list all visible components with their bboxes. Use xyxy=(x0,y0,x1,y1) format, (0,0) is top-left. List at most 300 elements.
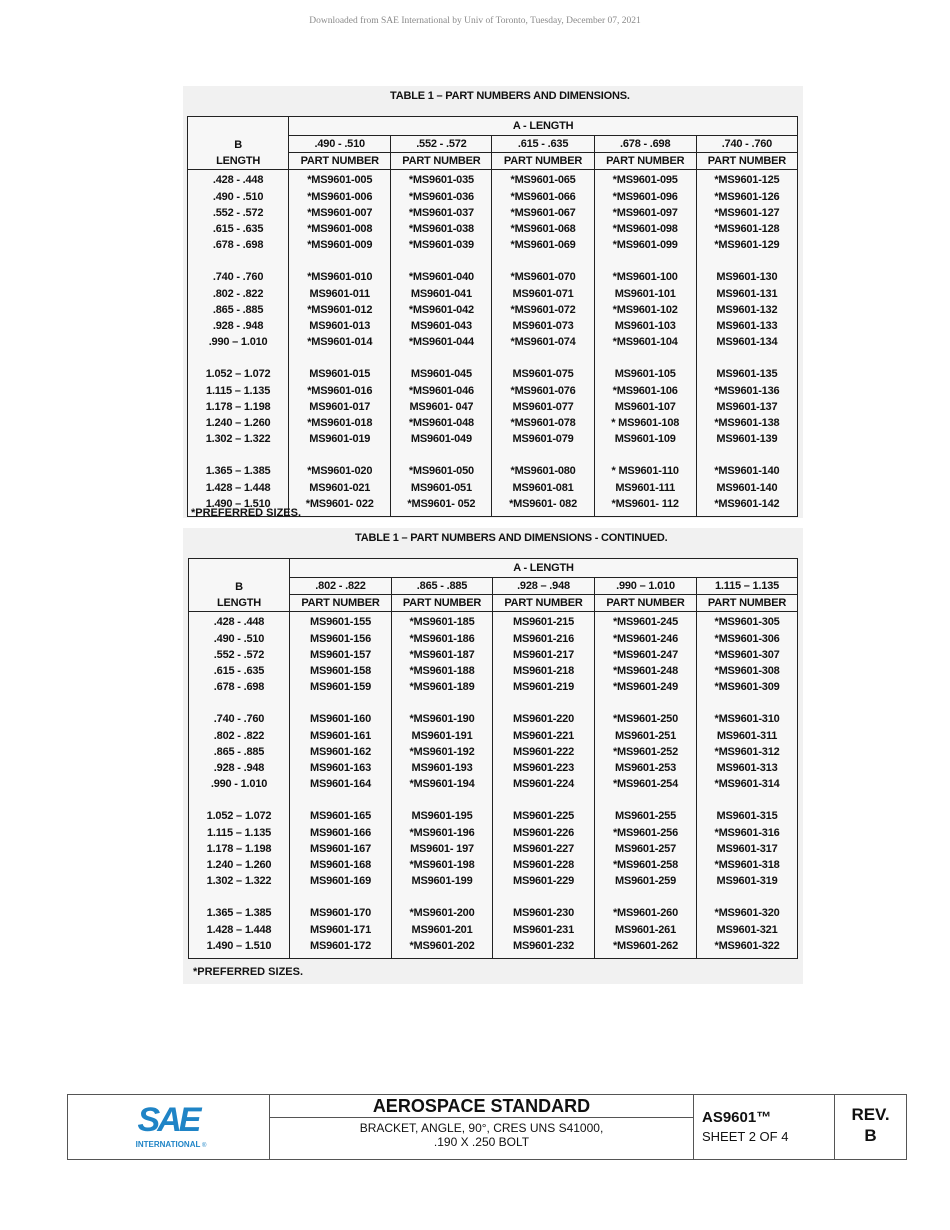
part-number-cell: *MS9601-192 xyxy=(392,744,493,760)
b-length-cell: .990 – 1.010 xyxy=(188,334,289,350)
table-row xyxy=(189,728,798,744)
part-number-cell: MS9601-315 xyxy=(697,808,798,824)
b-label: B xyxy=(188,117,289,153)
column-header-row xyxy=(188,153,798,170)
part-number-cell: *MS9601- 052 xyxy=(391,496,492,517)
b-length-cell: 1.052 – 1.072 xyxy=(188,366,289,382)
part-number-cell: MS9601-077 xyxy=(492,399,594,415)
spacer-cell xyxy=(595,889,697,905)
part-number-cell: MS9601-253 xyxy=(595,760,697,776)
part-number-cell: MS9601-017 xyxy=(289,399,391,415)
part-number-cell: MS9601-130 xyxy=(696,269,797,285)
spacer-cell xyxy=(289,447,391,463)
table-row xyxy=(188,286,798,302)
part-number-cell: *MS9601-316 xyxy=(697,825,798,841)
part-number-cell: *MS9601-249 xyxy=(595,679,697,695)
table-row xyxy=(188,170,798,189)
part-number-cell: *MS9601-006 xyxy=(289,189,391,205)
part-number-cell: MS9601-111 xyxy=(594,480,696,496)
table2 xyxy=(188,558,798,959)
a-range-header: .802 - .822 xyxy=(290,578,392,595)
group-spacer xyxy=(189,889,798,905)
table-row xyxy=(188,189,798,205)
b-length-cell: .740 - .760 xyxy=(189,711,290,727)
b-length-cell: 1.178 – 1.198 xyxy=(188,399,289,415)
part-number-cell: MS9601-311 xyxy=(697,728,798,744)
spacer-cell xyxy=(492,253,594,269)
part-number-cell: MS9601-199 xyxy=(392,873,493,889)
part-number-cell: *MS9601-310 xyxy=(697,711,798,727)
part-number-cell: MS9601-317 xyxy=(697,841,798,857)
table-row xyxy=(189,922,798,938)
part-number-cell: MS9601- 197 xyxy=(392,841,493,857)
part-number-cell: *MS9601-258 xyxy=(595,857,697,873)
part-number-cell: *MS9601-136 xyxy=(696,383,797,399)
part-number-cell: *MS9601-262 xyxy=(595,938,697,959)
part-number-cell: *MS9601-200 xyxy=(392,905,493,921)
part-number-cell: MS9601-081 xyxy=(492,480,594,496)
part-number-cell: *MS9601-014 xyxy=(289,334,391,350)
sae-logo-mark xyxy=(68,1095,269,1159)
part-number-cell: MS9601-043 xyxy=(391,318,492,334)
spacer-cell xyxy=(697,695,798,711)
part-number-cell: MS9601-051 xyxy=(391,480,492,496)
part-number-cell: *MS9601-038 xyxy=(391,221,492,237)
part-number-cell: MS9601-021 xyxy=(289,480,391,496)
b-length-cell: 1.490 – 1.510 xyxy=(189,938,290,959)
part-number-cell: *MS9601-050 xyxy=(391,463,492,479)
part-number-cell: MS9601-251 xyxy=(595,728,697,744)
part-number-cell: MS9601-218 xyxy=(493,663,595,679)
part-number-cell: *MS9601-065 xyxy=(492,170,594,189)
part-number-cell: MS9601-231 xyxy=(493,922,595,938)
a-range-header: .615 - .635 xyxy=(492,136,594,153)
spacer-cell xyxy=(697,889,798,905)
part-number-cell: *MS9601-245 xyxy=(595,612,697,631)
spacer-cell xyxy=(391,350,492,366)
part-number-cell: *MS9601-320 xyxy=(697,905,798,921)
standard-label: AEROSPACE STANDARD xyxy=(270,1095,693,1118)
part-number-cell: MS9601-161 xyxy=(290,728,392,744)
part-number-cell: *MS9601-076 xyxy=(492,383,594,399)
part-number-cell: MS9601-215 xyxy=(493,612,595,631)
part-number-cell: *MS9601-202 xyxy=(392,938,493,959)
part-number-cell: MS9601-013 xyxy=(289,318,391,334)
part-number-header: PART NUMBER xyxy=(696,153,797,170)
part-number-cell: MS9601-105 xyxy=(594,366,696,382)
part-number-header: PART NUMBER xyxy=(290,595,392,612)
table-row xyxy=(189,776,798,792)
length-label: LENGTH xyxy=(189,595,290,612)
spacer-cell xyxy=(391,447,492,463)
part-number-cell: *MS9601-305 xyxy=(697,612,798,631)
b-length-cell: 1.365 – 1.385 xyxy=(188,463,289,479)
part-number-cell: *MS9601-307 xyxy=(697,647,798,663)
part-number-cell: MS9601-137 xyxy=(696,399,797,415)
b-length-cell: 1.428 – 1.448 xyxy=(189,922,290,938)
b-length-cell: .678 - .698 xyxy=(188,237,289,253)
spacer-cell xyxy=(290,695,392,711)
table-row xyxy=(188,463,798,479)
part-number-cell: MS9601-134 xyxy=(696,334,797,350)
part-number-cell: MS9601-140 xyxy=(696,480,797,496)
part-number-cell: *MS9601-036 xyxy=(391,189,492,205)
part-number-cell: *MS9601-188 xyxy=(392,663,493,679)
part-number-cell: MS9601-228 xyxy=(493,857,595,873)
part-number-cell: *MS9601-018 xyxy=(289,415,391,431)
part-number-cell: MS9601-201 xyxy=(392,922,493,938)
part-number-cell: *MS9601-248 xyxy=(595,663,697,679)
a-range-header: .678 - .698 xyxy=(594,136,696,153)
part-number-cell: MS9601-071 xyxy=(492,286,594,302)
part-number-cell: *MS9601-097 xyxy=(594,205,696,221)
part-number-cell: MS9601-220 xyxy=(493,711,595,727)
table-row xyxy=(189,647,798,663)
part-number-cell: MS9601-261 xyxy=(595,922,697,938)
part-number-cell: *MS9601-318 xyxy=(697,857,798,873)
b-length-cell: .552 - .572 xyxy=(188,205,289,221)
a-range-header: .865 - .885 xyxy=(392,578,493,595)
table-row xyxy=(189,663,798,679)
spacer-cell xyxy=(696,447,797,463)
b-length-cell: .552 - .572 xyxy=(189,647,290,663)
part-number-header: PART NUMBER xyxy=(392,595,493,612)
spacer-cell xyxy=(697,792,798,808)
a-range-header: .490 - .510 xyxy=(289,136,391,153)
part-number-cell: MS9601-162 xyxy=(290,744,392,760)
part-number-cell: MS9601-223 xyxy=(493,760,595,776)
table-row xyxy=(188,383,798,399)
part-number-cell: MS9601-107 xyxy=(594,399,696,415)
group-spacer xyxy=(188,350,798,366)
revision-cell xyxy=(835,1095,906,1159)
part-number-cell: *MS9601-098 xyxy=(594,221,696,237)
table-row xyxy=(188,334,798,350)
part-number-header: PART NUMBER xyxy=(493,595,595,612)
part-number-cell: *MS9601-186 xyxy=(392,631,493,647)
table-row xyxy=(188,399,798,415)
part-number-cell: *MS9601-312 xyxy=(697,744,798,760)
part-number-cell: *MS9601-246 xyxy=(595,631,697,647)
part-number-cell: *MS9601-125 xyxy=(696,170,797,189)
part-number-header: PART NUMBER xyxy=(391,153,492,170)
part-number-cell: MS9601-216 xyxy=(493,631,595,647)
part-number-cell: *MS9601-142 xyxy=(696,496,797,517)
part-number-cell: MS9601-169 xyxy=(290,873,392,889)
part-number-cell: MS9601-163 xyxy=(290,760,392,776)
part-number-cell: MS9601-172 xyxy=(290,938,392,959)
part-number-cell: MS9601-321 xyxy=(697,922,798,938)
sheet-number: SHEET 2 OF 4 xyxy=(702,1129,789,1144)
part-number-cell: MS9601-313 xyxy=(697,760,798,776)
part-number-cell: *MS9601-009 xyxy=(289,237,391,253)
spacer-cell xyxy=(696,253,797,269)
document-description xyxy=(270,1121,693,1149)
part-number-cell: *MS9601-250 xyxy=(595,711,697,727)
revision-label: REV. xyxy=(851,1105,890,1124)
part-number-cell: *MS9601-072 xyxy=(492,302,594,318)
table-row xyxy=(189,938,798,959)
part-number-cell: *MS9601-309 xyxy=(697,679,798,695)
b-length-cell: 1.490 – 1.510 xyxy=(188,496,289,517)
part-number-cell: *MS9601-080 xyxy=(492,463,594,479)
spacer-cell xyxy=(493,792,595,808)
part-number-cell: MS9601-073 xyxy=(492,318,594,334)
part-number-cell: *MS9601-256 xyxy=(595,825,697,841)
revision-value: B xyxy=(864,1126,877,1145)
part-number-cell: *MS9601-104 xyxy=(594,334,696,350)
part-number-header: PART NUMBER xyxy=(594,153,696,170)
b-length-cell: .615 - .635 xyxy=(188,221,289,237)
part-number-cell: MS9601-257 xyxy=(595,841,697,857)
a-range-header: 1.115 – 1.135 xyxy=(697,578,798,595)
part-number-cell: MS9601-131 xyxy=(696,286,797,302)
spacer-cell xyxy=(290,889,392,905)
header-row xyxy=(189,559,798,578)
part-number-cell: *MS9601-308 xyxy=(697,663,798,679)
a-range-header: .740 - .760 xyxy=(696,136,797,153)
table-row xyxy=(189,679,798,695)
b-length-cell: .802 - .822 xyxy=(189,728,290,744)
part-number-cell: MS9601-160 xyxy=(290,711,392,727)
part-number-cell: MS9601-217 xyxy=(493,647,595,663)
part-number-cell: *MS9601-247 xyxy=(595,647,697,663)
part-number-cell: MS9601-155 xyxy=(290,612,392,631)
b-length-cell: 1.115 – 1.135 xyxy=(188,383,289,399)
part-number-cell: *MS9601-196 xyxy=(392,825,493,841)
part-number-cell: *MS9601-194 xyxy=(392,776,493,792)
part-number-cell: *MS9601-007 xyxy=(289,205,391,221)
table-row xyxy=(188,366,798,382)
part-number-cell: *MS9601-198 xyxy=(392,857,493,873)
part-number-cell: *MS9601-042 xyxy=(391,302,492,318)
part-number-cell: *MS9601-044 xyxy=(391,334,492,350)
part-number-cell: *MS9601-067 xyxy=(492,205,594,221)
b-length-cell: .865 - .885 xyxy=(189,744,290,760)
part-number-cell: *MS9601-102 xyxy=(594,302,696,318)
b-length-cell: 1.240 – 1.260 xyxy=(188,415,289,431)
part-number-cell: MS9601-191 xyxy=(392,728,493,744)
part-number-cell: *MS9601-046 xyxy=(391,383,492,399)
part-number-cell: MS9601-226 xyxy=(493,825,595,841)
part-number-cell: *MS9601-129 xyxy=(696,237,797,253)
part-number-cell: MS9601- 047 xyxy=(391,399,492,415)
part-number-cell: MS9601-219 xyxy=(493,679,595,695)
sae-logo-text: SAE xyxy=(137,1101,199,1139)
table-row xyxy=(189,631,798,647)
part-number-cell: MS9601-075 xyxy=(492,366,594,382)
b-length-cell: 1.365 – 1.385 xyxy=(189,905,290,921)
part-number-cell: MS9601-167 xyxy=(290,841,392,857)
a-length-label: A - LENGTH xyxy=(290,559,798,578)
part-number-cell: *MS9601-187 xyxy=(392,647,493,663)
b-length-cell: 1.178 – 1.198 xyxy=(189,841,290,857)
part-number-cell: *MS9601-078 xyxy=(492,415,594,431)
spacer-cell xyxy=(595,695,697,711)
b-length-cell: .490 - .510 xyxy=(188,189,289,205)
spacer-cell xyxy=(188,447,289,463)
part-number-cell: MS9601-319 xyxy=(697,873,798,889)
group-spacer xyxy=(188,447,798,463)
table-row xyxy=(189,905,798,921)
part-number-cell: MS9601-255 xyxy=(595,808,697,824)
spacer-cell xyxy=(289,350,391,366)
part-number-cell: *MS9601-068 xyxy=(492,221,594,237)
part-number-cell: *MS9601-069 xyxy=(492,237,594,253)
part-number-cell: * MS9601-108 xyxy=(594,415,696,431)
header-row xyxy=(188,117,798,136)
spacer-cell xyxy=(289,253,391,269)
document-number-cell xyxy=(694,1095,835,1159)
table-row xyxy=(188,480,798,496)
part-number-cell: *MS9601-035 xyxy=(391,170,492,189)
part-number-cell: *MS9601-140 xyxy=(696,463,797,479)
spacer-cell xyxy=(188,350,289,366)
spacer-cell xyxy=(290,792,392,808)
a-range-header: .552 - .572 xyxy=(391,136,492,153)
table-row xyxy=(189,808,798,824)
table-row xyxy=(189,825,798,841)
part-number-cell: MS9601-079 xyxy=(492,431,594,447)
part-number-cell: *MS9601-138 xyxy=(696,415,797,431)
b-length-cell: 1.302 – 1.322 xyxy=(188,431,289,447)
table1-note: *PREFERRED SIZES. xyxy=(191,507,302,519)
table-row xyxy=(188,237,798,253)
part-number-cell: MS9601-227 xyxy=(493,841,595,857)
b-length-cell: .615 - .635 xyxy=(189,663,290,679)
part-number-cell: MS9601-259 xyxy=(595,873,697,889)
part-number-cell: *MS9601-189 xyxy=(392,679,493,695)
spacer-cell xyxy=(189,695,290,711)
sae-logo xyxy=(68,1095,270,1159)
part-number-header: PART NUMBER xyxy=(289,153,391,170)
spacer-cell xyxy=(392,792,493,808)
b-label: B xyxy=(189,559,290,595)
part-number-cell: *MS9601-005 xyxy=(289,170,391,189)
part-number-cell: *MS9601-185 xyxy=(392,612,493,631)
part-number-cell: * MS9601-110 xyxy=(594,463,696,479)
part-number-cell: MS9601-133 xyxy=(696,318,797,334)
sae-logo-sub: INTERNATIONAL xyxy=(135,1140,201,1149)
b-length-cell: 1.302 – 1.322 xyxy=(189,873,290,889)
table-row xyxy=(188,431,798,447)
part-number-cell: *MS9601-039 xyxy=(391,237,492,253)
table-row xyxy=(189,612,798,631)
part-number-cell: MS9601-157 xyxy=(290,647,392,663)
part-number-cell: *MS9601-099 xyxy=(594,237,696,253)
table-row xyxy=(189,760,798,776)
part-number-cell: MS9601-015 xyxy=(289,366,391,382)
part-number-cell: MS9601-166 xyxy=(290,825,392,841)
part-number-cell: MS9601-103 xyxy=(594,318,696,334)
b-length-cell: 1.115 – 1.135 xyxy=(189,825,290,841)
part-number-cell: MS9601-041 xyxy=(391,286,492,302)
part-number-header: PART NUMBER xyxy=(492,153,594,170)
table-row xyxy=(188,221,798,237)
part-number-cell: *MS9601- 112 xyxy=(594,496,696,517)
table-row xyxy=(188,269,798,285)
a-range-header: .990 – 1.010 xyxy=(595,578,697,595)
part-number-cell: MS9601-230 xyxy=(493,905,595,921)
group-spacer xyxy=(189,695,798,711)
part-number-cell: MS9601-165 xyxy=(290,808,392,824)
b-length-cell: .802 - .822 xyxy=(188,286,289,302)
part-number-header: PART NUMBER xyxy=(595,595,697,612)
part-number-cell: *MS9601-048 xyxy=(391,415,492,431)
b-length-cell: .740 - .760 xyxy=(188,269,289,285)
part-number-cell: *MS9601-100 xyxy=(594,269,696,285)
spacer-cell xyxy=(594,447,696,463)
b-length-cell: .490 - .510 xyxy=(189,631,290,647)
part-number-cell: *MS9601-095 xyxy=(594,170,696,189)
spacer-cell xyxy=(189,889,290,905)
b-length-cell: .678 - .698 xyxy=(189,679,290,695)
part-number-cell: MS9601-101 xyxy=(594,286,696,302)
spacer-cell xyxy=(696,350,797,366)
part-number-cell: *MS9601-126 xyxy=(696,189,797,205)
part-number-cell: MS9601-109 xyxy=(594,431,696,447)
part-number-header: PART NUMBER xyxy=(697,595,798,612)
spacer-cell xyxy=(392,889,493,905)
part-number-cell: *MS9601-254 xyxy=(595,776,697,792)
part-number-cell: MS9601-171 xyxy=(290,922,392,938)
b-length-cell: .865 - .885 xyxy=(188,302,289,318)
part-number-cell: MS9601-224 xyxy=(493,776,595,792)
sae-logo-registered: ® xyxy=(202,1143,207,1149)
group-spacer xyxy=(188,253,798,269)
spacer-cell xyxy=(188,253,289,269)
part-number-cell: MS9601-225 xyxy=(493,808,595,824)
part-number-cell: MS9601-132 xyxy=(696,302,797,318)
part-number-cell: MS9601-045 xyxy=(391,366,492,382)
part-number-cell: MS9601-193 xyxy=(392,760,493,776)
a-length-label: A - LENGTH xyxy=(289,117,798,136)
table-row xyxy=(188,318,798,334)
b-length-cell: .428 - .448 xyxy=(189,612,290,631)
part-number-cell: *MS9601-074 xyxy=(492,334,594,350)
part-number-cell: *MS9601-306 xyxy=(697,631,798,647)
part-number-cell: *MS9601-190 xyxy=(392,711,493,727)
part-number-cell: MS9601-049 xyxy=(391,431,492,447)
part-number-cell: MS9601-222 xyxy=(493,744,595,760)
download-note: Downloaded from SAE International by Univ of Toronto, Tuesday, December 07, 2021 xyxy=(309,16,641,26)
spacer-cell xyxy=(493,889,595,905)
part-number-cell: MS9601-019 xyxy=(289,431,391,447)
part-number-cell: MS9601-135 xyxy=(696,366,797,382)
part-number-cell: MS9601-156 xyxy=(290,631,392,647)
b-length-cell: .990 - 1.010 xyxy=(189,776,290,792)
table-row xyxy=(189,841,798,857)
part-number-cell: *MS9601-016 xyxy=(289,383,391,399)
b-length-cell: 1.052 – 1.072 xyxy=(189,808,290,824)
column-header-row xyxy=(189,595,798,612)
part-number-cell: MS9601-164 xyxy=(290,776,392,792)
table-row xyxy=(189,711,798,727)
table-row xyxy=(189,744,798,760)
b-length-cell: 1.240 – 1.260 xyxy=(189,857,290,873)
document-number: AS9601™ xyxy=(702,1109,772,1126)
table2-title: TABLE 1 – PART NUMBERS AND DIMENSIONS - CONTINUED. xyxy=(355,532,668,544)
spacer-cell xyxy=(392,695,493,711)
part-number-cell: *MS9601- 082 xyxy=(492,496,594,517)
b-length-cell: .928 - .948 xyxy=(189,760,290,776)
part-number-cell: *MS9601-314 xyxy=(697,776,798,792)
title-center xyxy=(270,1095,694,1159)
part-number-cell: *MS9601-012 xyxy=(289,302,391,318)
part-number-cell: *MS9601-106 xyxy=(594,383,696,399)
part-number-cell: *MS9601-252 xyxy=(595,744,697,760)
description-line-2: .190 X .250 BOLT xyxy=(433,1135,530,1149)
